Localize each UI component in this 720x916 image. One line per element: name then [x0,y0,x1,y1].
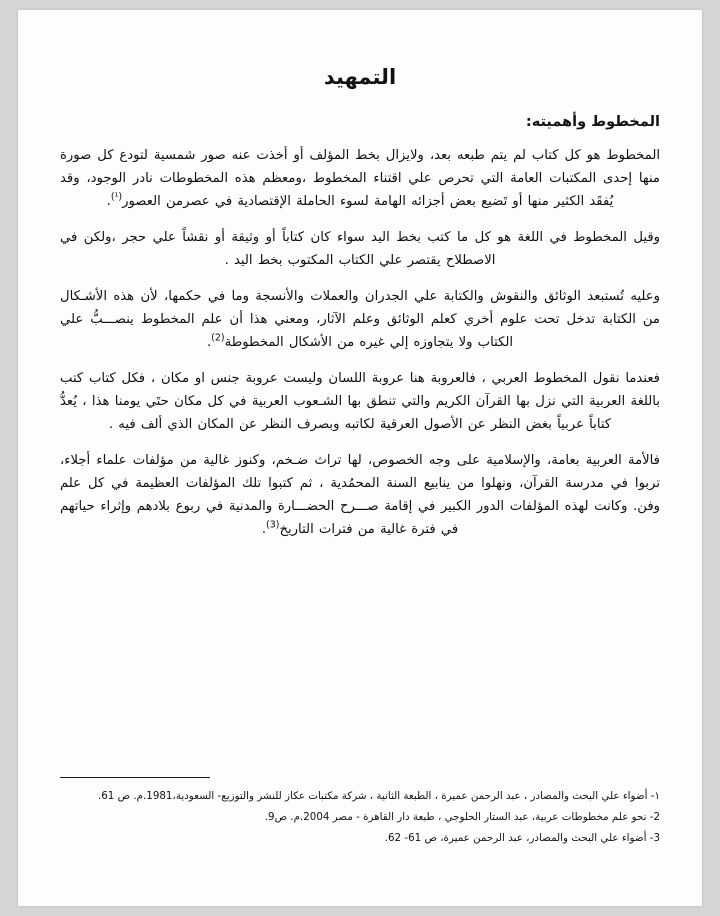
footnote-section [60,777,660,848]
paragraph [60,285,660,354]
footnote-item: ١- أضواء علي البحث والمصادر ، عبد الرحمن عميرة ، الطبعة الثانية ، شركة مكتبات عكاز للنشر والتوزيع- السعودية،1981.م. ص 61. [97,790,660,802]
paragraph-text: فالأمة العربية بعامة، والإسلامية على وجه الخصوص، لها تراث ضـخم، وكنوز غالية من مؤلفات علماء أجلاء، تربوا في مدرسة القرآن، ونهلوا من ينابيع السنة المحمُدية ، ثم كتبوا تلك المؤلفات العظيمة في كل علم وفن. وكانت لهذه المؤلفات الدور الكبير في إقامة صـــرح الحضـــارة والمدنية في ربوع بلادهم وإثراء حياتهم في فترة غالية من فترات التاريخ [60,453,660,537]
footnote-marker: (3) [266,519,280,531]
paragraph-tail: . [261,522,267,537]
paragraph-text: المخطوط هو كل كتاب لم يتم طبعه بعد، ولايزال بخط المؤلف أو أخذت عنه صور شمسية لتودع كل صورة منها إحدى المكتبات العامة التي تحرص علي اقتناء المخطوط ،ومعظم هذه المخطوطات نادر الوجود، وقد يُفقَد الكثير منها أو تَضيع بعض أجزائه الهامة لسوء الحاملة الإقتصادية في عصرمن العصور [60,148,660,209]
paragraph [60,144,660,213]
paragraph-tail: . [106,194,111,209]
footnote-separator-rule [60,777,210,778]
footnote-marker: (¹) [110,191,123,203]
paragraph-text: وقيل المخطوط في اللغة هو كل ما كتب بخط اليد سواء كان كتاباً أو وثيقة أو نقشاً علي حجر ،ولكن في الاصطلاح يقتصر علي الكتاب المكتوب بخط اليد [60,230,660,268]
footnote-item: 2- نحو علم مخطوطات عربية، عبد الستار الحلوجي ، طبعة دار القاهرة - مصر 2004.م. ص9. [264,811,660,823]
section-heading: المخطوط وأهميته: [525,114,660,130]
paragraph [60,226,660,272]
paragraph [60,449,660,541]
footnote-item: 3- أضواء علي البحث والمصادر، عبد الرحمن عميرة، ص 61- 62. [384,832,660,844]
footnote-marker: (2) [211,332,225,344]
paragraph-tail: . [206,335,212,350]
page-content-area [60,10,660,906]
paragraph-text: وعليه تُستبعد الوثائق والنقوش والكتابة علي الجدران والعملات والأنسجة وما في حكمها، لأن هذه الأشـكال من الكتابة تدخل تحت علوم أخري كعلم الوثائق وعلم الآثار، ومعني هذا أن علم المخطوط ينصـــبُّ علي الكتاب ولا يتجاوزه إلي غيره من الأشكال المخطوطة [60,289,660,350]
body-text [60,144,660,541]
page-title: التمهيد [323,65,397,89]
paragraph-text: فعندما نقول المخطوط العربي ، فالعروبة هنا عروبة اللسان وليست عروبة جنس او مكان ، فكل كتاب كتب باللغة العربية التي نزل بها القرآن الكريم والتي تنطق بها الشـعوب العربية في كل مكان حتَي يومنا هذا ، يُعدُّ كتاباً عربياً بغض النظر عن الأصول العرقية لكاتبه وبصرف النظر عن المكان الذي ألف فيه [60,371,660,432]
paragraph-tail: . [224,253,234,268]
document-page [18,10,702,906]
paragraph-tail: . [108,417,119,432]
paragraph [60,367,660,436]
